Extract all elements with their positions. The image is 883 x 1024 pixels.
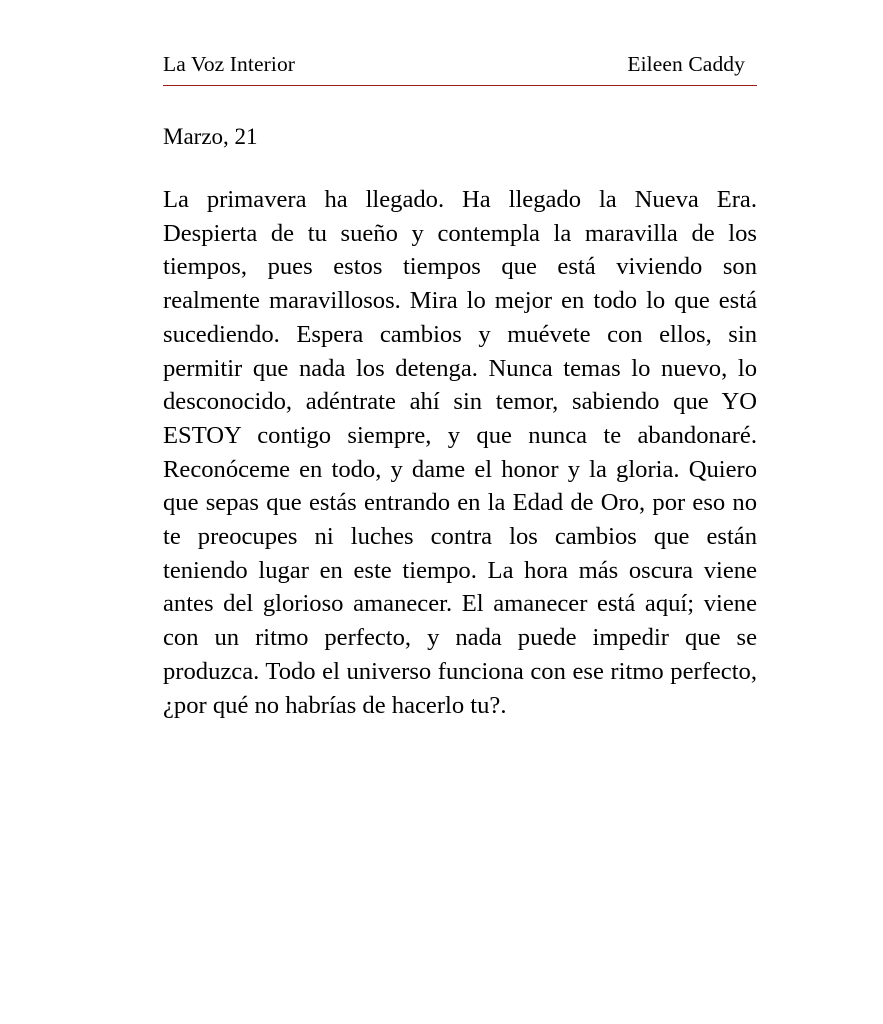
author-name: Eileen Caddy	[627, 52, 745, 76]
page-header	[163, 52, 757, 86]
page-content	[163, 52, 757, 722]
body-paragraph: La primavera ha llegado. Ha llegado la Nueva Era. Despierta de tu sueño y contempla la maravilla de los tiempos, pues estos tiempos que está viviendo son realmente maravillosos. Mira lo mejor en todo lo que está sucediendo. Espera cambios y muévete con ellos, sin permitir que nada los detenga. Nunca temas lo nuevo, lo desconocido, adéntrate ahí sin temor, sabiendo que YO ESTOY contigo siempre, y que nunca te abandonaré. Reconóceme en todo, y dame el honor y la gloria. Quiero que sepas que estás entrando en la Edad de Oro, por eso no te preocupes ni luches contra los cambios que están teniendo lugar en este tiempo. La hora más oscura viene antes del glorioso amanecer. El amanecer está aquí; viene con un ritmo perfecto, y nada puede impedir que se produzca. Todo el universo funciona con ese ritmo perfecto, ¿por qué no habrías de hacerlo tu?.	[163, 186, 757, 719]
book-title: La Voz Interior	[163, 52, 296, 76]
date-heading: Marzo, 21	[163, 124, 258, 149]
